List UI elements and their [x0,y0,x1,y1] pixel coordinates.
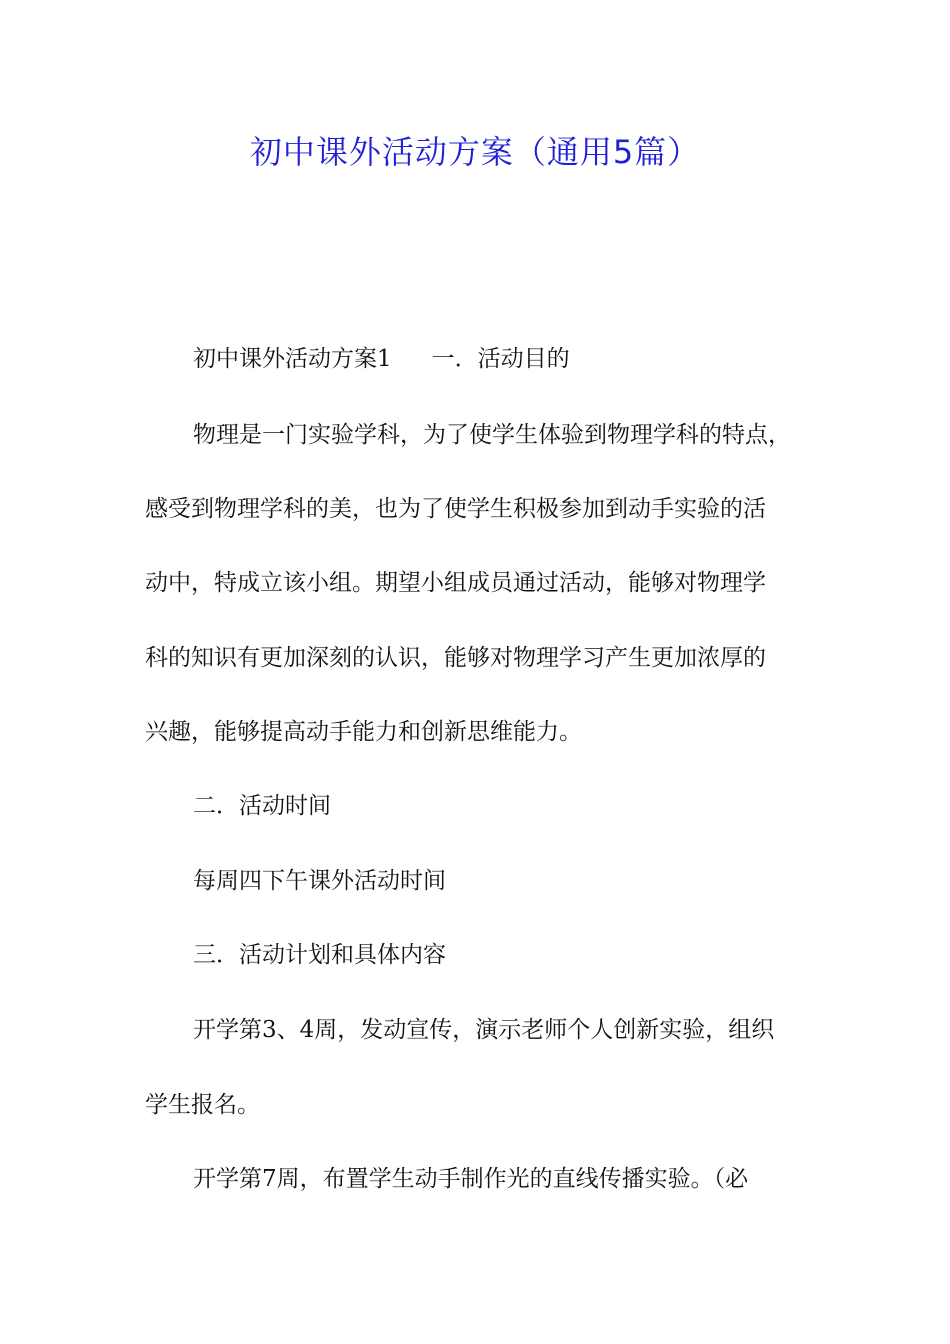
paragraph-line: 开学第7周，布置学生动手制作光的直线传播实验。（必 [193,1166,749,1192]
paragraph-line: 科的知识有更加深刻的认识，能够对物理学习产生更加浓厚的 [145,645,766,671]
heading-line [193,343,873,375]
section-one-heading: 一．活动目的 [431,346,570,372]
section-two-heading: 二．活动时间 [193,793,331,819]
plan-name: 初中课外活动方案1 [193,346,392,372]
document-title: 初中课外活动方案（通用5篇） [249,133,701,171]
paragraph-line: 兴趣，能够提高动手能力和创新思维能力。 [145,719,582,745]
paragraph-line: 开学第3、4周，发动宣传，演示老师个人创新实验，组织 [193,1017,775,1043]
paragraph-line: 感受到物理学科的美，也为了使学生积极参加到动手实验的活 [145,496,766,522]
paragraph-line: 学生报名。 [145,1092,260,1118]
time-text: 每周四下午课外活动时间 [193,868,446,894]
section-three-heading: 三．活动计划和具体内容 [193,942,446,968]
paragraph-line: 动中，特成立该小组。期望小组成员通过活动，能够对物理学 [145,570,766,596]
paragraph-line: 物理是一门实验学科，为了使学生体验到物理学科的特点， [193,422,791,448]
